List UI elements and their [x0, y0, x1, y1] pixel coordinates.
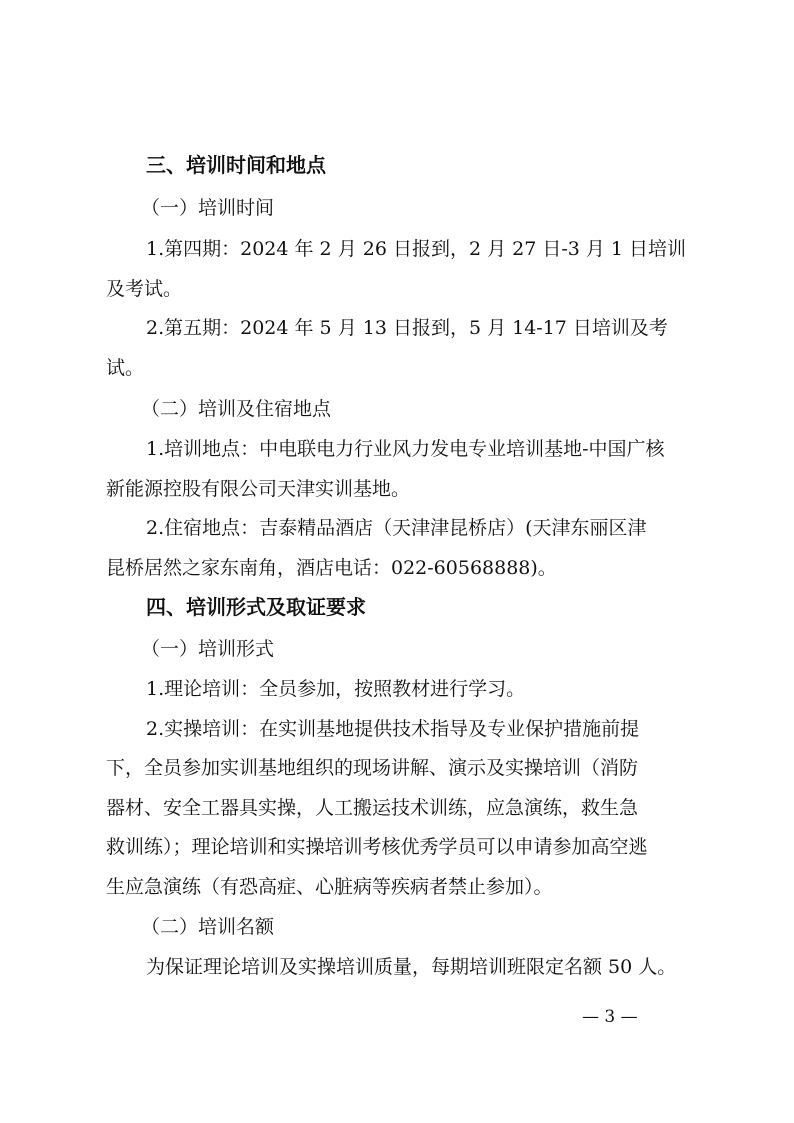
paragraph-line: 救训练）；理论培训和实操培训考核优秀学员可以申请参加高空逃: [106, 836, 648, 858]
paragraph-line: 2.第五期：2024 年 5 月 13 日报到，5 月 14-17 日培训及考: [146, 317, 668, 339]
paragraph-line: 昆桥居然之家东南角，酒店电话：022-60568888)。: [106, 557, 557, 579]
paragraph-line: 2.住宿地点：吉泰精品酒店（天津津昆桥店）(天津东丽区津: [146, 517, 647, 539]
page-number: — 3 —: [582, 1007, 638, 1027]
paragraph-line: 1.培训地点：中电联电力行业风力发电专业培训基地-中国广核: [146, 438, 665, 460]
subsection-title-location: （二）培训及住宿地点: [141, 398, 332, 420]
section-heading-3: 三、培训时间和地点: [146, 153, 326, 177]
paragraph-line: 试。: [106, 357, 145, 379]
paragraph-line: 1.第四期：2024 年 2 月 26 日报到，2 月 27 日-3 月 1 日培训: [146, 238, 687, 260]
paragraph-line: 为保证理论培训及实操培训质量，每期培训班限定名额 50 人。: [146, 956, 677, 978]
paragraph-line: 2.实操培训：在实训基地提供技术指导及专业保护措施前提: [146, 718, 640, 740]
paragraph-line: 生应急演练（有恐高症、心脏病等疾病者禁止参加）。: [106, 876, 553, 898]
subsection-title-training-form: （一）培训形式: [141, 638, 275, 660]
paragraph-line: 及考试。: [106, 278, 183, 300]
section-heading-4: 四、培训形式及取证要求: [146, 595, 366, 619]
paragraph-line: 下，全员参加实训基地组织的现场讲解、演示及实操培训（消防: [106, 757, 639, 779]
subsection-title-quota: （二）培训名额: [141, 916, 275, 938]
paragraph-line: 新能源控股有限公司天津实训基地。: [106, 478, 411, 500]
paragraph-line: 器材、安全工器具实操，人工搬运技术训练，应急演练，救生急: [106, 797, 639, 819]
paragraph-line: 1.理论培训：全员参加，按照教材进行学习。: [146, 678, 526, 700]
subsection-title-training-time: （一）培训时间: [141, 197, 275, 219]
